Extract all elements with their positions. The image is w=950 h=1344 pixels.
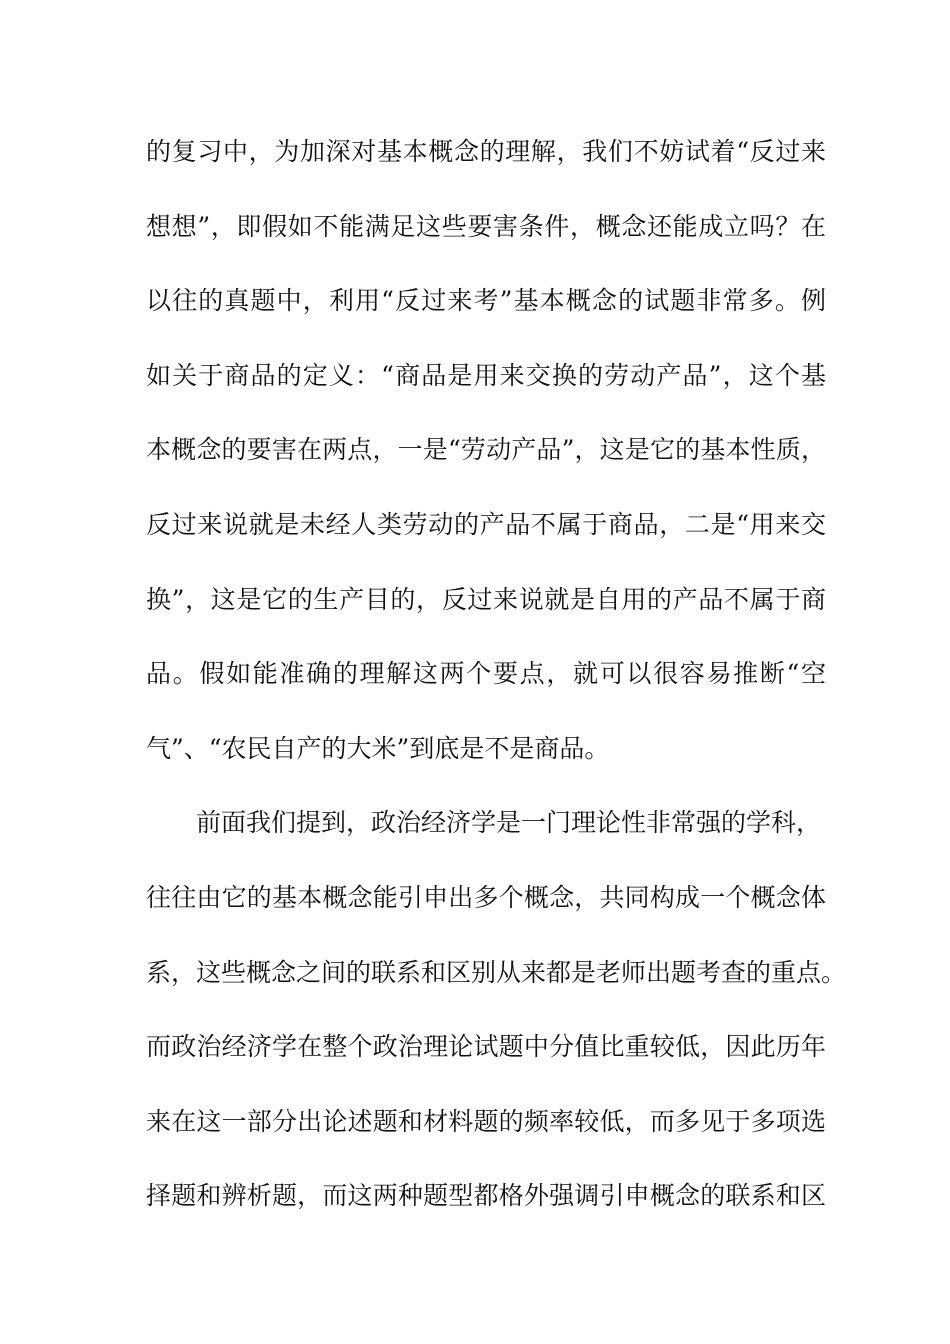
paragraph-line: 反过来说就是未经人类劳动的产品不属于商品，二是“用来交 [146, 509, 826, 539]
body-text [146, 128, 847, 1247]
paragraph-line: 本概念的要害在两点，一是“劳动产品”，这是它的基本性质， [146, 435, 826, 465]
paragraph-line: 品。假如能准确的理解这两个要点，就可以很容易推断“空 [146, 659, 826, 689]
paragraph-line: 而政治经济学在整个政治理论试题中分值比重较低，因此历年 [146, 1032, 826, 1062]
paragraph-last-line: 气”、“农民自产的大米”到底是不是商品。 [146, 733, 610, 763]
paragraph-line: 来在这一部分出论述题和材料题的频率较低，而多见于多项选 [146, 1106, 826, 1136]
paragraph-line: 以往的真题中，利用“反过来考”基本概念的试题非常多。例 [146, 286, 826, 316]
paragraph-line: 的复习中，为加深对基本概念的理解，我们不妨试着“反过来 [146, 137, 826, 166]
paragraph-first-line: 前面我们提到，政治经济学是一门理论性非常强的学科， [196, 808, 822, 838]
paragraph-line: 择题和辨析题，而这两种题型都格外强调引申概念的联系和区 [146, 1181, 826, 1211]
paragraph-line: 系，这些概念之间的联系和区别从来都是老师出题考查的重点。 [146, 957, 847, 987]
paragraph-line: 想想”，即假如不能满足这些要害条件，概念还能成立吗？在 [146, 211, 826, 241]
paragraph-line: 往往由它的基本概念能引申出多个概念，共同构成一个概念体 [146, 882, 826, 912]
paragraph-line: 如关于商品的定义：“商品是用来交换的劳动产品”，这个基 [146, 360, 826, 390]
paragraph-line: 换”，这是它的生产目的，反过来说就是自用的产品不属于商 [146, 584, 826, 614]
